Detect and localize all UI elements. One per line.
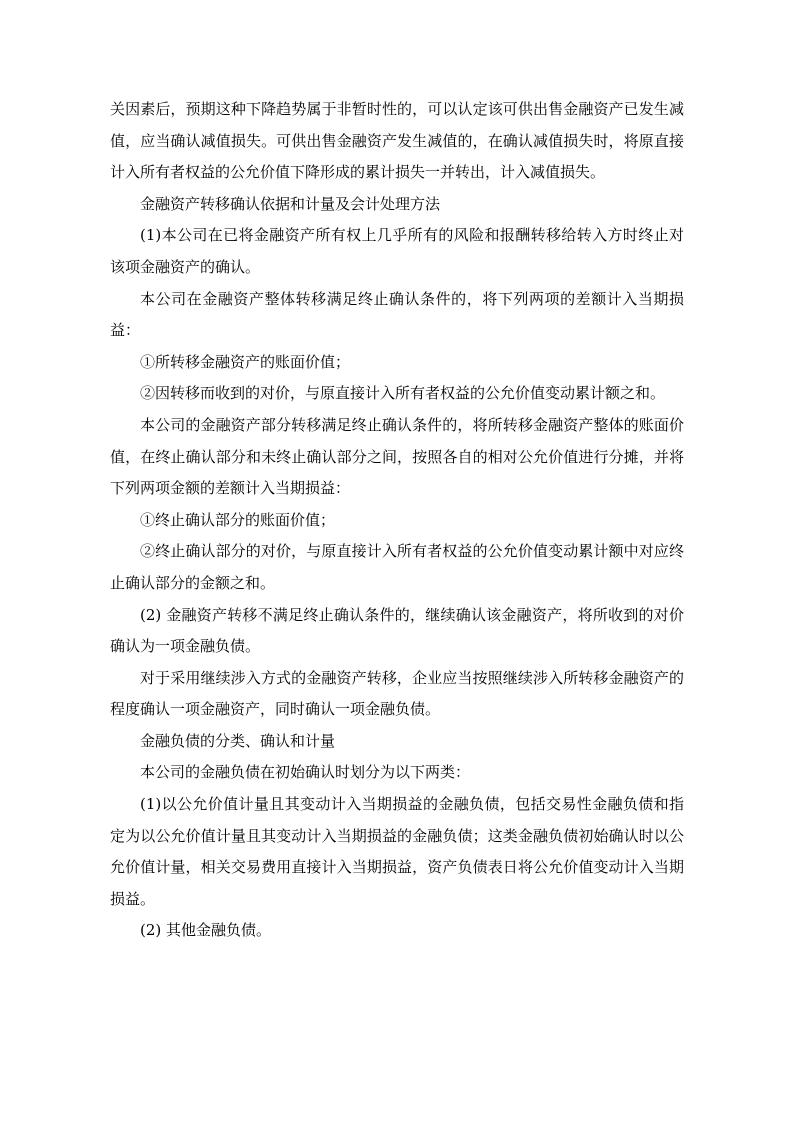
paragraph-10: (2) 金融资产转移不满足终止确认条件的，继续确认该金融资产，将所收到的对价确认为一项金融负债。	[110, 605, 684, 656]
paragraph-1: 关因素后，预期这种下降趋势属于非暂时性的，可以认定该可供出售金融资产已发生减值，应当确认减值损失。可供出售金融资产发生减值的，在确认减值损失时，将原直接计入所有者权益的公允价值下降形成的累计损失一并转出，计入减值损失。	[110, 100, 684, 182]
paragraph-7: 本公司的金融资产部分转移满足终止确认条件的，将所转移金融资产整体的账面价值，在终止确认部分和未终止确认部分之间，按照各自的相对公允价值进行分摊，并将下列两项金额的差额计入当期损益：	[110, 415, 684, 498]
paragraph-4: 本公司在金融资产整体转移满足终止确认条件的，将下列两项的差额计入当期损益：	[110, 289, 684, 340]
paragraph-8: ①终止确认部分的账面价值；	[140, 510, 336, 529]
paragraph-14: (1)以公允价值计量且其变动计入当期损益的金融负债，包括交易性金融负债和指定为以公允价值计量且其变动计入当期损益的金融负债；这类金融负债初始确认时以公允价值计量，相关交易费用直接计入当期损益，资产负债表日将公允价值变动计入当期损益。	[110, 795, 684, 908]
paragraph-2: 金融资产转移确认依据和计量及会计处理方法	[140, 194, 441, 213]
paragraph-15: (2) 其他金融负债。	[140, 921, 272, 940]
paragraph-3: (1)本公司在已将金融资产所有权上几乎所有的风险和报酬转移给转入方时终止对该项金融资产的确认。	[110, 226, 684, 276]
paragraph-13: 本公司的金融负债在初始确认时划分为以下两类：	[140, 763, 471, 782]
document-body	[110, 94, 684, 947]
paragraph-5: ①所转移金融资产的账面价值；	[140, 352, 351, 371]
paragraph-11: 对于采用继续涉入方式的金融资产转移，企业应当按照继续涉入所转移金融资产的程度确认一项金融资产，同时确认一项金融负债。	[110, 668, 684, 719]
paragraph-6: ②因转移而收到的对价，与原直接计入所有者权益的公允价值变动累计额之和。	[140, 384, 666, 403]
paragraph-9: ②终止确认部分的对价，与原直接计入所有者权益的公允价值变动累计额中对应终止确认部分的金额之和。	[110, 542, 684, 592]
paragraph-12: 金融负债的分类、确认和计量	[140, 731, 336, 750]
